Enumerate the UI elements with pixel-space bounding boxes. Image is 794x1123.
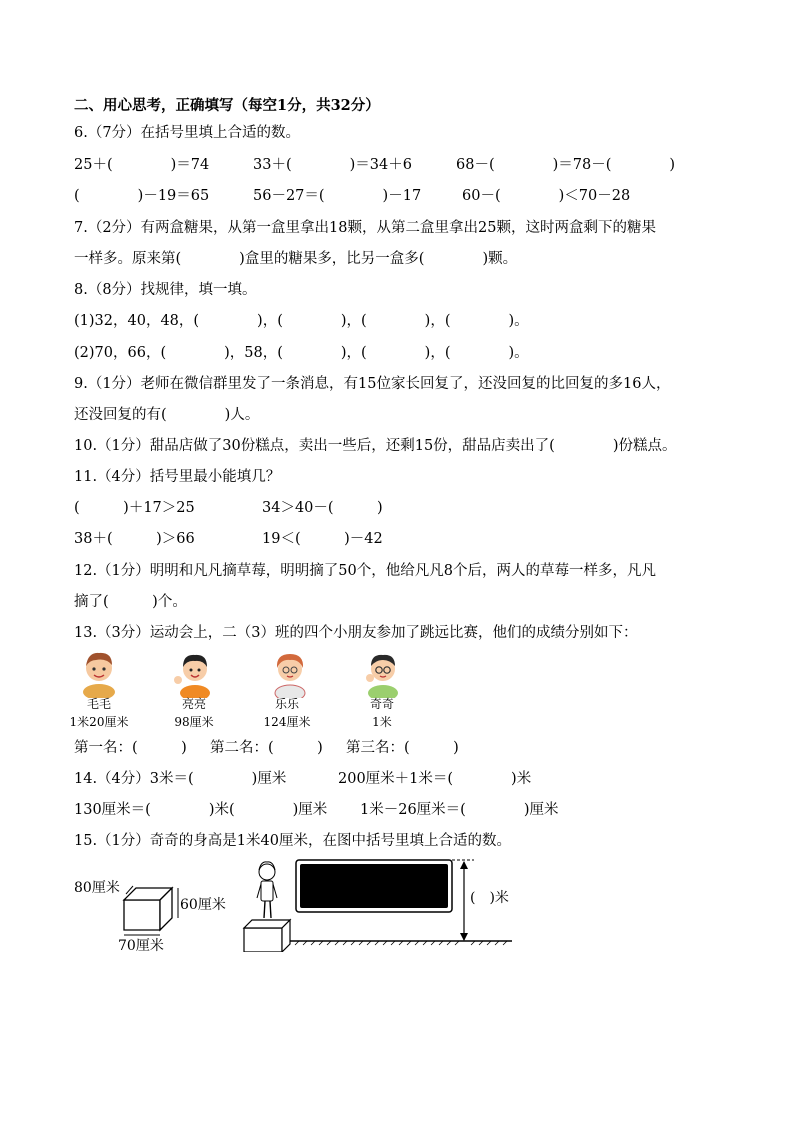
q6-r1-a: 25＋( )＝74 xyxy=(74,157,210,173)
section-title: 二、用心思考，正确填写（每空1分，共32分） xyxy=(74,97,380,114)
q6-r1-c: 68－( )＝78－( ) xyxy=(456,157,676,173)
q11-a: ( )＋17＞25 xyxy=(74,500,195,516)
q6-r2-a: ( )－19＝65 xyxy=(74,188,210,204)
q14-a: 14.（4分）3米＝( )厘米 xyxy=(74,771,287,787)
q10-line1: 10.（1分）甜品店做了30份糕点，卖出一些后，还剩15份，甜品店卖出了( )份糕点。 xyxy=(74,438,677,454)
kid-liangliang-name: 亮亮 xyxy=(181,697,206,711)
kid-liangliang-image xyxy=(170,648,220,698)
q11-d: 19＜( )－42 xyxy=(262,531,383,547)
q7-line2: 一样多。原来第( )盒里的糖果多，比另一盒多( )颗。 xyxy=(74,251,518,267)
rank-second: 第二名：( ) xyxy=(210,740,323,756)
q8-line2: (2)70，66，( )，58，( )，( )，( )。 xyxy=(74,345,529,361)
q7-line1: 7.（2分）有两盒糖果，从第一盒里拿出18颗，从第二盒里拿出25颗，这时两盒剩下的糖果 xyxy=(74,220,656,236)
q6-r1-b: 33＋( )＝34＋6 xyxy=(253,157,412,173)
q6-r2-c: 60－( )＜70－28 xyxy=(462,188,631,204)
box-height-label: 60厘米 xyxy=(180,897,226,913)
kid-qiqi-name: 奇奇 xyxy=(369,697,394,711)
q12-line2: 摘了( )个。 xyxy=(74,594,187,610)
q14-c: 130厘米＝( )米( )厘米 xyxy=(74,802,328,818)
box-diagram xyxy=(120,880,180,938)
q14-d: 1米－26厘米＝( )厘米 xyxy=(360,802,559,818)
q11-title: 11.（4分）括号里最小能填几？ xyxy=(74,469,281,485)
box-width-label: 70厘米 xyxy=(118,938,164,954)
kid-maomao-image xyxy=(74,648,124,698)
q9-line1: 9.（1分）老师在微信群里发了一条消息，有15位家长回复了，还没回复的比回复的多16人， xyxy=(74,376,671,392)
q13-line1: 13.（3分）运动会上，二（3）班的四个小朋友参加了跳远比赛，他们的成绩分别如下： xyxy=(74,625,638,641)
q15-line1: 15.（1分）奇奇的身高是1米40厘米，在图中括号里填上合适的数。 xyxy=(74,833,511,849)
q12-line1: 12.（1分）明明和凡凡摘草莓，明明摘了50个，他给凡凡8个后，两人的草莓一样多，凡凡 xyxy=(74,563,656,579)
rank-third: 第三名：( ) xyxy=(346,740,459,756)
q14-b: 200厘米＋1米＝( )米 xyxy=(338,771,532,787)
box-depth-label: 80厘米 xyxy=(74,880,120,896)
kid-maomao-name: 毛毛 xyxy=(86,697,111,711)
q8-line1: (1)32，40，48，( )，( )，( )，( )。 xyxy=(74,313,529,329)
kid-qiqi-score: 1米 xyxy=(372,715,392,729)
kid-maomao-score: 1米20厘米 xyxy=(69,715,129,729)
kid-lele-score: 124厘米 xyxy=(263,715,311,729)
kid-lele-name: 乐乐 xyxy=(274,697,299,711)
height-answer-label: ( )米 xyxy=(470,890,509,906)
kid-qiqi-image xyxy=(358,648,408,698)
q6-r2-b: 56－27＝( )－17 xyxy=(253,188,422,204)
kid-lele-image xyxy=(265,648,315,698)
q11-b: 34＞40－( ) xyxy=(262,500,383,516)
rank-first: 第一名：( ) xyxy=(74,740,187,756)
q11-c: 38＋( )＞66 xyxy=(74,531,195,547)
q8-title: 8.（8分）找规律，填一填。 xyxy=(74,282,257,298)
kid-liangliang-score: 98厘米 xyxy=(174,715,214,729)
q9-line2: 还没回复的有( )人。 xyxy=(74,407,260,423)
q6-title: 6.（7分）在括号里填上合适的数。 xyxy=(74,125,301,141)
